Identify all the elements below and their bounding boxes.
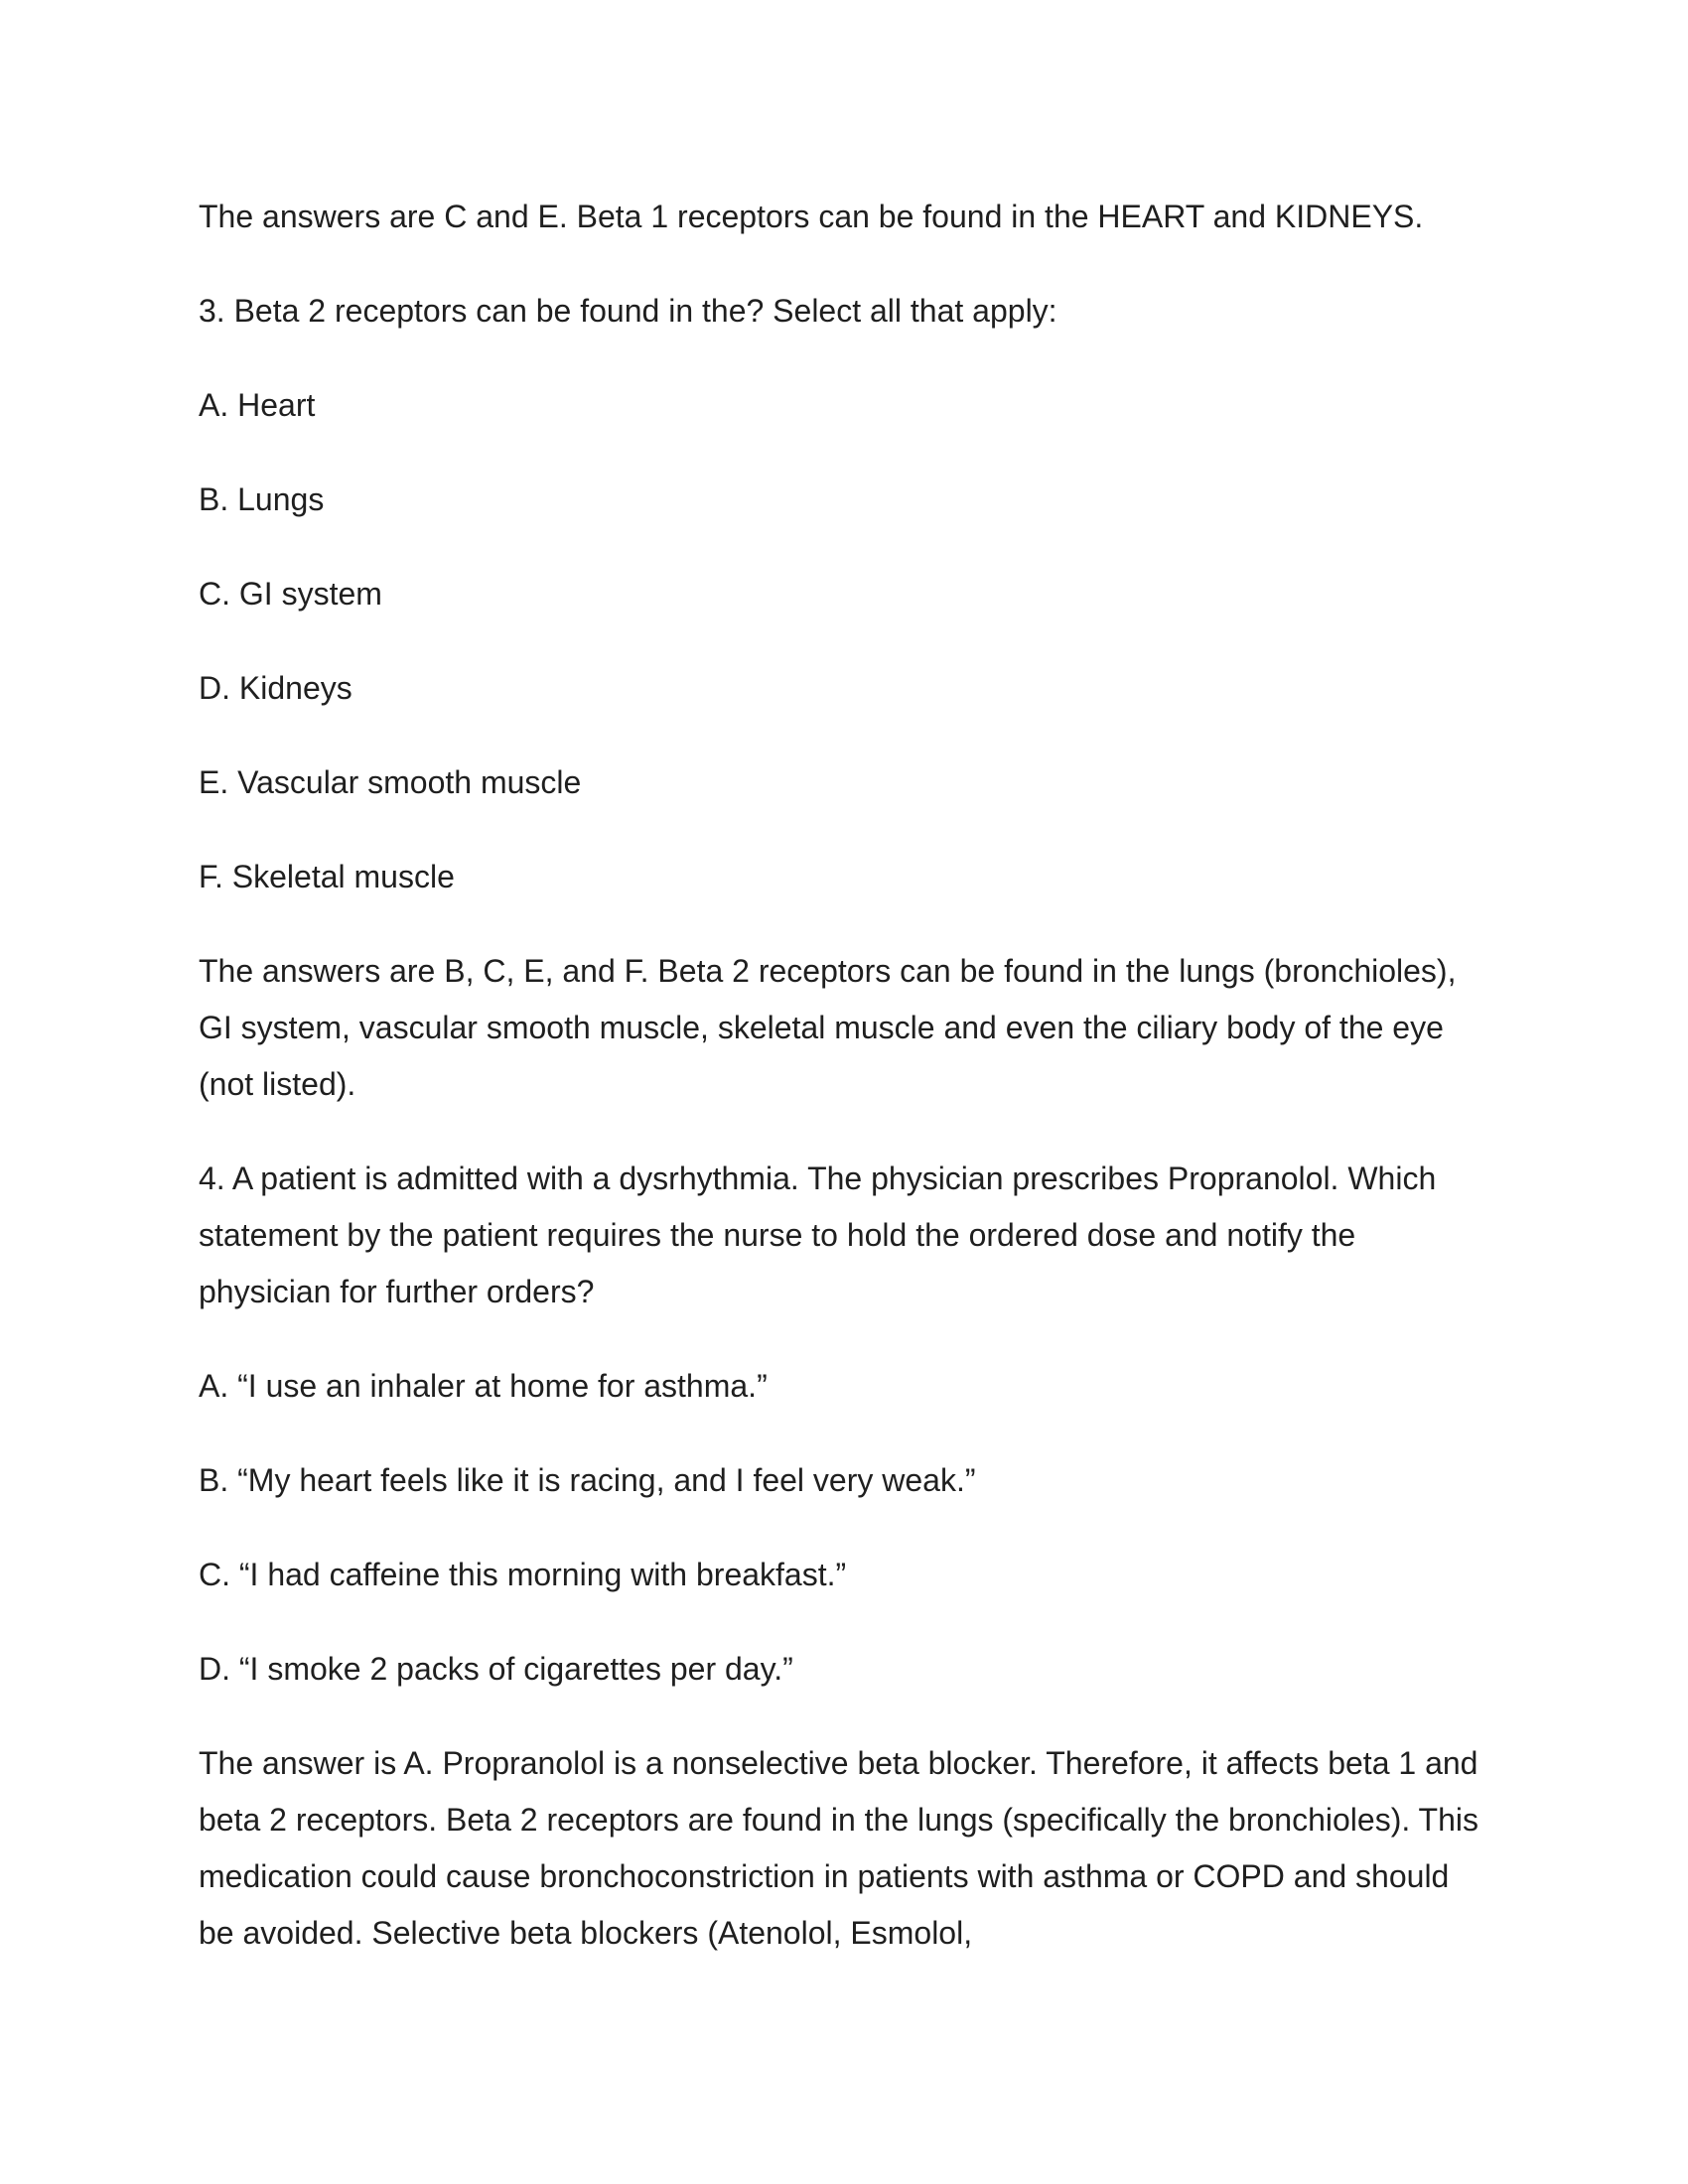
- q4-option-b: B. “My heart feels like it is racing, and I feel very weak.”: [199, 1462, 976, 1498]
- q3-option-d: D. Kidneys: [199, 670, 352, 706]
- q3-option-a: A. Heart: [199, 387, 316, 423]
- q4-answer: The answer is A. Propranolol is a nonselective beta blocker. Therefore, it affects beta 1 and beta 2 receptors. Beta 2 receptors are found in the lungs (specifically the bronchioles). This medication could cause bronchoconstriction in patients with asthma or COPD and should be avoided. Selective beta blockers (Atenolol, Esmolol,: [199, 1745, 1487, 1951]
- q2-answer: The answers are C and E. Beta 1 receptors can be found in the HEART and KIDNEYS.: [199, 199, 1424, 234]
- q3-answer: The answers are B, C, E, and F. Beta 2 receptors can be found in the lungs (bronchioles), GI system, vascular smooth muscle, skeletal muscle and even the ciliary body of the eye (not listed).: [199, 953, 1466, 1102]
- q4-question: 4. A patient is admitted with a dysrhythmia. The physician prescribes Propranolol. Which statement by the patient requires the nurse to hold the ordered dose and notify the physician for further orders?: [199, 1160, 1446, 1309]
- q3-option-c: C. GI system: [199, 576, 382, 612]
- q4-option-d: D. “I smoke 2 packs of cigarettes per day.”: [199, 1651, 793, 1687]
- q3-question: 3. Beta 2 receptors can be found in the? Select all that apply:: [199, 293, 1057, 329]
- q3-option-b: B. Lungs: [199, 481, 325, 517]
- q3-option-e: E. Vascular smooth muscle: [199, 764, 582, 800]
- q4-option-a: A. “I use an inhaler at home for asthma.”: [199, 1368, 768, 1404]
- q3-option-f: F. Skeletal muscle: [199, 859, 455, 894]
- q4-option-c: C. “I had caffeine this morning with breakfast.”: [199, 1557, 847, 1592]
- document-page: [199, 189, 1489, 1999]
